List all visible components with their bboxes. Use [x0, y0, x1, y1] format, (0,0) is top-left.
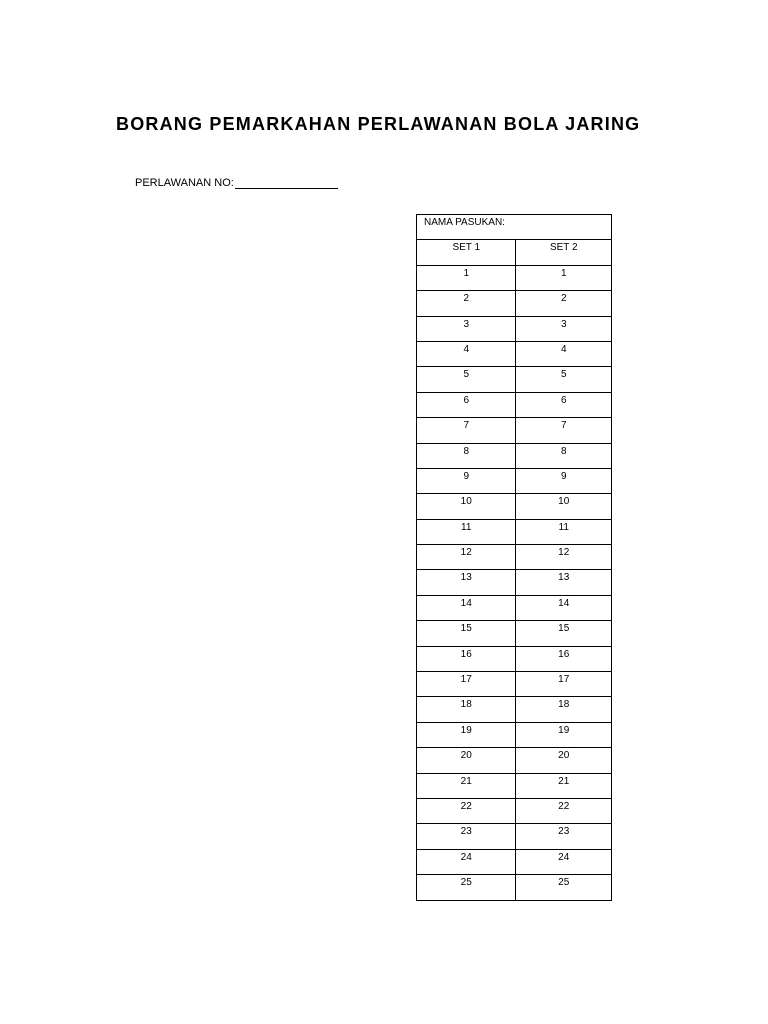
table-row	[417, 291, 612, 316]
set-2-cell[interactable]: 10	[516, 494, 612, 519]
table-row	[417, 697, 612, 722]
table-row	[417, 367, 612, 392]
set-2-cell[interactable]: 2	[516, 291, 612, 316]
match-number-label: PERLAWANAN NO:	[135, 177, 234, 189]
table-row	[417, 519, 612, 544]
set-2-cell[interactable]: 22	[516, 798, 612, 823]
set-2-cell[interactable]: 23	[516, 824, 612, 849]
match-number-blank[interactable]	[235, 176, 338, 189]
column-header-set-1: SET 1	[417, 240, 516, 265]
table-row	[417, 875, 612, 900]
set-1-cell[interactable]: 17	[417, 672, 516, 697]
header-row	[417, 240, 612, 265]
table-row	[417, 621, 612, 646]
set-2-cell[interactable]: 3	[516, 316, 612, 341]
table-row	[417, 849, 612, 874]
set-2-cell[interactable]: 14	[516, 595, 612, 620]
set-1-cell[interactable]: 9	[417, 468, 516, 493]
set-2-cell[interactable]: 4	[516, 341, 612, 366]
set-1-cell[interactable]: 1	[417, 265, 516, 290]
set-1-cell[interactable]: 10	[417, 494, 516, 519]
set-2-cell[interactable]: 6	[516, 392, 612, 417]
set-1-cell[interactable]: 7	[417, 418, 516, 443]
set-2-cell[interactable]: 12	[516, 545, 612, 570]
table-row	[417, 316, 612, 341]
set-1-cell[interactable]: 24	[417, 849, 516, 874]
set-2-cell[interactable]: 11	[516, 519, 612, 544]
set-2-cell[interactable]: 19	[516, 722, 612, 747]
page-title: BORANG PEMARKAHAN PERLAWANAN BOLA JARING	[116, 114, 641, 134]
set-1-cell[interactable]: 16	[417, 646, 516, 671]
set-1-cell[interactable]: 3	[417, 316, 516, 341]
set-1-cell[interactable]: 2	[417, 291, 516, 316]
set-1-cell[interactable]: 18	[417, 697, 516, 722]
set-2-cell[interactable]: 13	[516, 570, 612, 595]
set-2-cell[interactable]: 21	[516, 773, 612, 798]
match-number-field	[135, 176, 338, 189]
table-row	[417, 672, 612, 697]
table-row	[417, 722, 612, 747]
table-row	[417, 468, 612, 493]
set-2-cell[interactable]: 5	[516, 367, 612, 392]
table-row	[417, 570, 612, 595]
set-1-cell[interactable]: 4	[417, 341, 516, 366]
table-row	[417, 545, 612, 570]
set-1-cell[interactable]: 19	[417, 722, 516, 747]
table-row	[417, 265, 612, 290]
set-1-cell[interactable]: 13	[417, 570, 516, 595]
table-row	[417, 418, 612, 443]
set-2-cell[interactable]: 17	[516, 672, 612, 697]
table-row	[417, 824, 612, 849]
set-1-cell[interactable]: 25	[417, 875, 516, 900]
set-1-cell[interactable]: 20	[417, 748, 516, 773]
team-name-cell[interactable]: NAMA PASUKAN:	[417, 215, 612, 240]
set-1-cell[interactable]: 11	[417, 519, 516, 544]
table-row	[417, 773, 612, 798]
set-1-cell[interactable]: 12	[417, 545, 516, 570]
column-header-set-2: SET 2	[516, 240, 612, 265]
team-row	[417, 215, 612, 240]
set-2-cell[interactable]: 20	[516, 748, 612, 773]
table-row	[417, 798, 612, 823]
set-1-cell[interactable]: 22	[417, 798, 516, 823]
table-row	[417, 595, 612, 620]
table-row	[417, 494, 612, 519]
table-row	[417, 748, 612, 773]
set-2-cell[interactable]: 18	[516, 697, 612, 722]
set-2-cell[interactable]: 9	[516, 468, 612, 493]
set-2-cell[interactable]: 7	[516, 418, 612, 443]
set-1-cell[interactable]: 23	[417, 824, 516, 849]
set-2-cell[interactable]: 15	[516, 621, 612, 646]
score-table	[416, 214, 612, 901]
set-2-cell[interactable]: 25	[516, 875, 612, 900]
set-1-cell[interactable]: 21	[417, 773, 516, 798]
set-2-cell[interactable]: 8	[516, 443, 612, 468]
table-row	[417, 443, 612, 468]
set-1-cell[interactable]: 15	[417, 621, 516, 646]
table-row	[417, 646, 612, 671]
set-1-cell[interactable]: 8	[417, 443, 516, 468]
set-2-cell[interactable]: 16	[516, 646, 612, 671]
set-2-cell[interactable]: 24	[516, 849, 612, 874]
set-2-cell[interactable]: 1	[516, 265, 612, 290]
set-1-cell[interactable]: 5	[417, 367, 516, 392]
set-1-cell[interactable]: 6	[417, 392, 516, 417]
set-1-cell[interactable]: 14	[417, 595, 516, 620]
table-row	[417, 341, 612, 366]
table-row	[417, 392, 612, 417]
